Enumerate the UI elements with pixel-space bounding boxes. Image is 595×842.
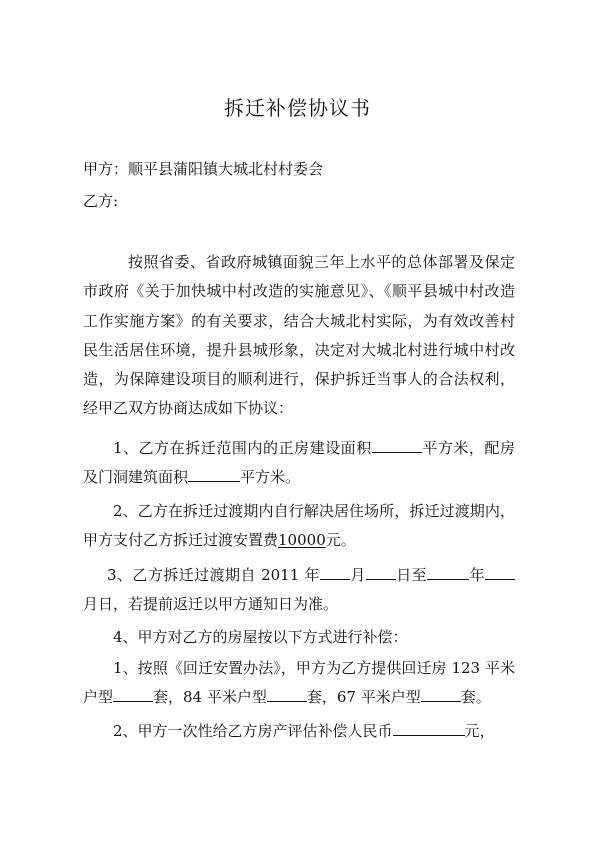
- blank-main-area: [372, 438, 422, 453]
- party-b: 乙方:: [83, 192, 119, 210]
- sub-clause-2: [83, 717, 515, 746]
- sub-clause-1-text-c: 套，67 平米户型: [306, 688, 421, 707]
- document-title: 拆迁补偿协议书: [224, 96, 371, 120]
- sub-clause-1-text-b: 套，84 平米户型: [153, 688, 267, 707]
- sub-clause-1: [83, 654, 515, 713]
- clause-1-text-a: 1、乙方在拆迁范围内的正房建设面积: [113, 439, 372, 457]
- clause-3-text-f: 日，若提前返迁以甲方通知日为准。: [98, 595, 339, 614]
- sub-clause-2-text-a: 2、甲方一次性给乙方房产评估补偿人民币: [113, 722, 393, 740]
- sub-clause-1-text-a: 1、按照《回迁安置办法》，甲方为乙方提供回迁房 123 平米户型: [83, 659, 515, 707]
- clause-3-text-a: 3、乙方拆迁过渡期自 2011 年: [107, 566, 320, 584]
- clause-3: [83, 561, 515, 620]
- clause-1-text-b: 平方米，配房及门洞建筑面积: [83, 439, 515, 487]
- blank-side-area: [188, 467, 240, 482]
- clause-2-text-a: 2、乙方在拆迁过渡期内自行解决居住场所，拆迁过渡期内，甲方支付乙方拆迁过渡安置费: [83, 502, 515, 550]
- blank-84-units: [267, 687, 307, 702]
- clause-1-text-c: 平方米。: [240, 468, 301, 487]
- blank-start-month: [320, 565, 350, 580]
- clause-3-text-e: 月: [83, 595, 99, 614]
- blank-start-day: [366, 565, 396, 580]
- sub-clause-2-text-b: 元，: [464, 722, 495, 740]
- blank-67-units: [421, 687, 461, 702]
- clause-1: [83, 434, 515, 493]
- blank-123-units: [113, 687, 153, 702]
- clause-4: 4、甲方对乙方的房屋按以下方式进行补偿：: [113, 628, 408, 646]
- clause-3-text-d: 年: [469, 566, 485, 584]
- sub-clause-1-text-d: 套。: [460, 688, 491, 707]
- clause-3-text-b: 月: [349, 566, 366, 584]
- transition-fee-amount: 10000: [278, 531, 326, 550]
- blank-compensation-amount: [393, 721, 465, 736]
- intro-paragraph: 按照省委、省政府城镇面貌三年上水平的总体部署及保定市政府《关于加快城中村改造的实施意见》、《顺平县城中村改造工作实施方案》的有关要求，结合大城北村实际，为有效改善村民生活居住环境，提升县城形象，决定对大城北村进行城中村改造，为保障建设项目的顺利进行，保护拆迁当事人的合法权利，经甲乙双方协商达成如下协议：: [83, 253, 515, 418]
- clause-3-text-c: 日至: [395, 566, 428, 584]
- blank-end-month: [485, 565, 515, 580]
- party-a: 甲方：顺平县蒲阳镇大城北村村委会: [83, 160, 324, 178]
- clause-2-text-b: 元。: [325, 531, 356, 550]
- blank-end-year: [427, 565, 469, 580]
- clause-2: [83, 497, 515, 556]
